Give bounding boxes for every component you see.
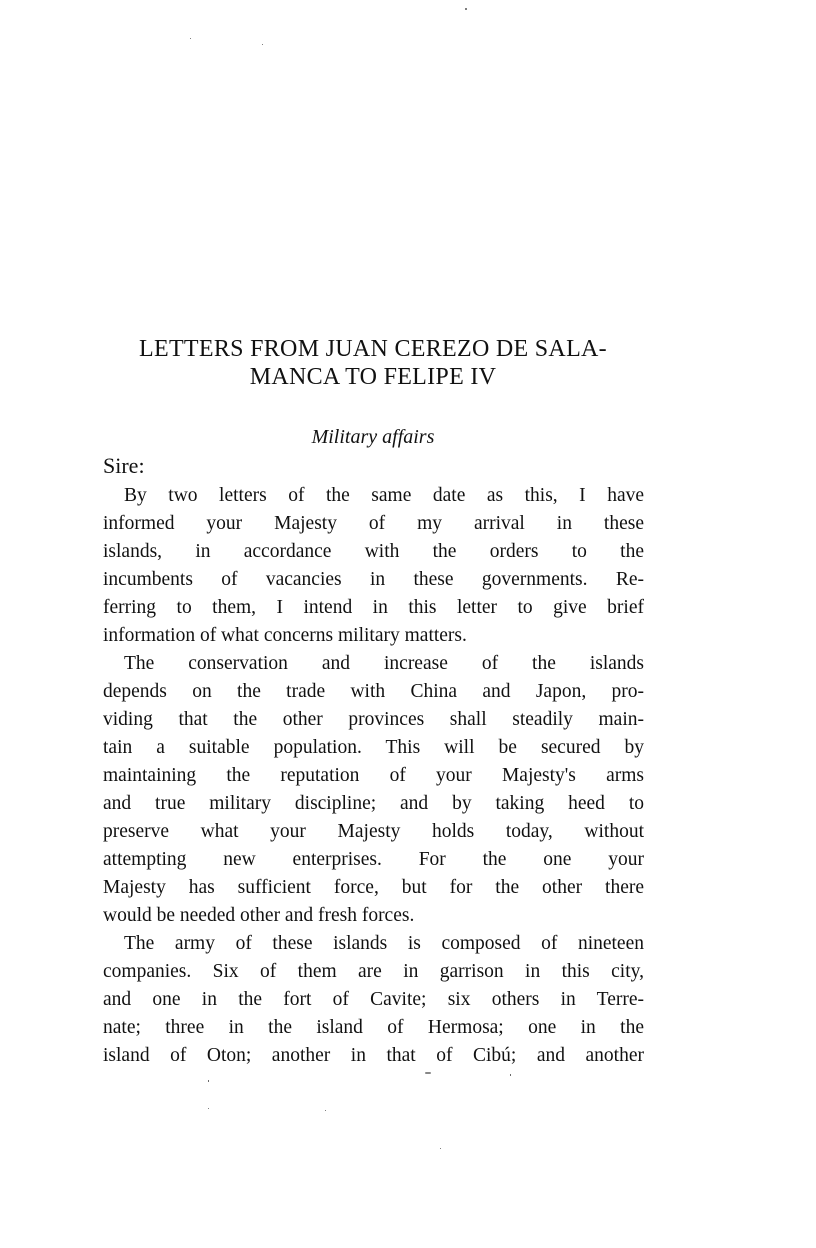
scan-speck [262,44,263,45]
paragraph-3-line-5: island of Oton; another in that of Cibú; and another [103,1045,644,1066]
scan-speck [425,1072,431,1074]
paragraph-1-line-3: islands, in accordance with the orders to the [103,541,644,562]
paragraph-1-line-2: informed your Majesty of my arrival in these [103,513,644,534]
paragraph-3-line-1: The army of these islands is composed of nineteen [124,933,644,954]
paragraph-2-line-5: maintaining the reputation of your Majesty's arms [103,765,644,786]
paragraph-2-line-2: depends on the trade with China and Japon, pro- [103,681,644,702]
paragraph-1-line-6: information of what concerns military matters. [103,625,467,646]
title-line-2: MANCA TO FELIPE IV [249,364,497,390]
paragraph-3-line-4: nate; three in the island of Hermosa; one in the [103,1017,644,1038]
scan-speck [440,1148,441,1149]
salutation: Sire: [103,453,145,478]
scan-speck [208,1080,209,1082]
scan-speck [208,1108,209,1109]
title-line-1: LETTERS FROM JUAN CEREZO DE SALA- [139,336,607,362]
paragraph-3-line-3: and one in the fort of Cavite; six others in Terre- [103,989,644,1010]
paragraph-2-line-6: and true military discipline; and by taking heed to [103,793,644,814]
paragraph-2-line-9: Majesty has sufficient force, but for the other there [103,877,644,898]
paragraph-2-line-10: would be needed other and fresh forces. [103,905,415,926]
paragraph-1-line-1: By two letters of the same date as this, I have [124,485,644,506]
paragraph-2-line-1: The conservation and increase of the islands [124,653,644,674]
paragraph-2-line-4: tain a suitable population. This will be secured by [103,737,644,758]
scan-speck [510,1074,511,1076]
paragraph-2-line-7: preserve what your Majesty holds today, without [103,821,644,842]
scan-speck [465,8,467,10]
scan-speck [325,1110,326,1111]
paragraph-2-line-3: viding that the other provinces shall steadily main- [103,709,644,730]
scan-speck [190,38,191,39]
paragraph-1-line-4: incumbents of vacancies in these governments. Re- [103,569,644,590]
section-subtitle: Military affairs [311,426,435,448]
paragraph-2-line-8: attempting new enterprises. For the one your [103,849,644,870]
paragraph-1-line-5: ferring to them, I intend in this letter to give brief [103,597,644,618]
paragraph-3-line-2: companies. Six of them are in garrison in this city, [103,961,644,982]
